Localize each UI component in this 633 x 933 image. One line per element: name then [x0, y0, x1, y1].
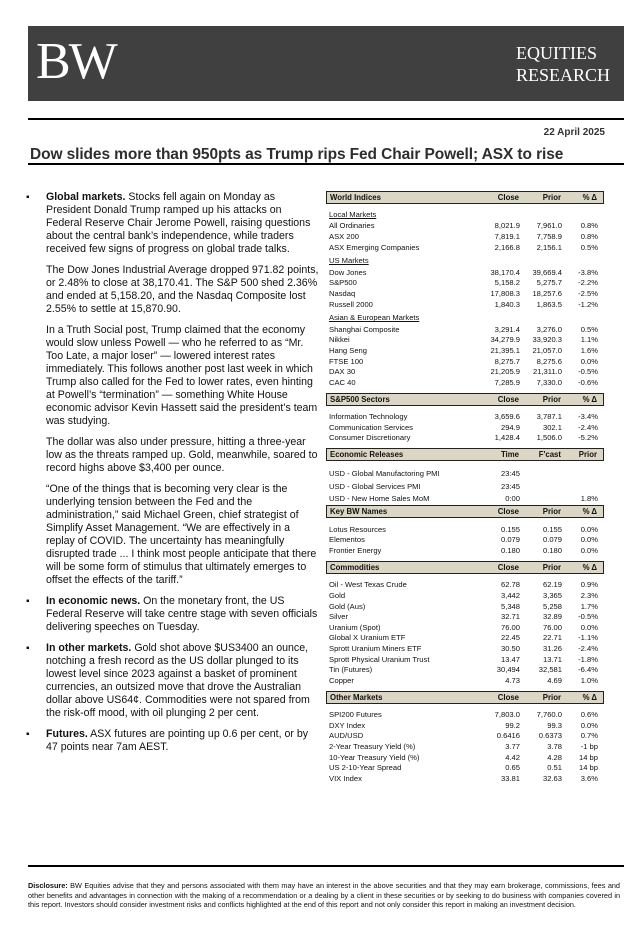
table-row	[326, 433, 604, 444]
commodities-table	[326, 580, 604, 686]
table-row	[326, 288, 604, 299]
divider-footer	[28, 865, 624, 867]
row-label: USD - Global Services PMI	[329, 481, 421, 491]
row-label: CAC 40	[329, 377, 356, 387]
col-header-close: Close	[497, 506, 519, 516]
table-row	[326, 221, 604, 232]
paragraph-truth-social: In a Truth Social post, Trump claimed that the economy would slow unless Powell — who he referred to as “Mr. Too Late, a major loser” — lowered interest rates immediately. This follows another post last week in which Trump also called for the Fed to lower rates, even hinting at Powell’s “termination” — something White House economic advisor Kevin Hassett said the president’s team was studying.	[46, 324, 318, 427]
table-row	[326, 611, 604, 622]
divider-top	[28, 118, 624, 120]
cell-prior: 32.89	[542, 612, 562, 622]
table-row	[326, 467, 604, 480]
row-label: DXY Index	[329, 720, 366, 730]
cell-chg: 14 bp	[578, 763, 598, 773]
cell-prior: 3,365	[542, 590, 562, 600]
table-row	[326, 773, 604, 784]
table-row	[326, 267, 604, 278]
cell-prior: 0.180	[542, 545, 562, 555]
cell-close: 5,348	[500, 601, 520, 611]
cell-close: 4.42	[505, 752, 520, 762]
cell-close: 1,840.3	[494, 299, 520, 309]
table-row	[326, 601, 604, 612]
col-header-change: % Δ	[582, 394, 597, 404]
report-date: 22 April 2025	[543, 127, 605, 138]
section-title: Commodities	[330, 562, 380, 572]
cell-close: 21,395.1	[490, 345, 520, 355]
lead-global-markets: Global markets.	[46, 191, 126, 203]
cell-close: 30,494	[496, 665, 520, 675]
cell-close: 0.6416	[496, 731, 520, 741]
paragraph-text: ASX futures are pointing up 0.6 per cent, or by 47 points near 7am AEST.	[46, 728, 309, 753]
cell-chg: 0.0%	[580, 535, 598, 545]
lead-economic-news: In economic news.	[46, 595, 141, 607]
col-header-change: % Δ	[582, 506, 597, 516]
cell-close: 3,659.6	[494, 412, 520, 422]
cell-prior: 18,257.6	[532, 288, 562, 298]
col-header-prior: Prior	[542, 394, 561, 404]
cell-close: 21,205.9	[490, 367, 520, 377]
disclosure	[28, 881, 620, 910]
cell-prior: 32,581	[538, 665, 562, 675]
table-row	[326, 377, 604, 388]
cell-chg: 0.0%	[580, 720, 598, 730]
table-row	[326, 580, 604, 591]
cell-close: 5,158.2	[494, 278, 520, 288]
row-label: USD - New Home Sales MoM	[329, 494, 430, 504]
cell-prior: 7,961.0	[536, 221, 562, 231]
cell-close: 7,285.9	[494, 377, 520, 387]
table-row	[326, 664, 604, 675]
subheading-local-markets: Local Markets	[329, 210, 377, 219]
row-label: Lotus Resources	[329, 524, 386, 534]
cell-close: 0.65	[505, 763, 520, 773]
cell-time: 23:45	[500, 481, 520, 491]
cell-chg: -0.5%	[578, 367, 598, 377]
col-header-prior: Prior	[542, 506, 561, 516]
cell-close: 8,021.9	[494, 221, 520, 231]
cell-close: 76.00	[500, 622, 520, 632]
cell-chg: -1.2%	[578, 299, 598, 309]
row-label: Nasdaq	[329, 288, 356, 298]
subheading-us-markets: US Markets	[329, 256, 369, 266]
cell-prior: 39,669.4	[532, 267, 562, 277]
cell-close: 0.079	[500, 535, 520, 545]
cell-prior: 7,330.0	[536, 377, 562, 387]
cell-prior: 0.155	[542, 524, 562, 534]
row-label: Silver	[329, 612, 348, 622]
row-label: ASX 200	[329, 231, 359, 241]
row-label: Global X Uranium ETF	[329, 633, 406, 643]
section-title: S&P500 Sectors	[330, 394, 390, 404]
cell-prior: 21,057.0	[532, 345, 562, 355]
cell-prior: 7,760.0	[536, 710, 562, 720]
cell-time: 0:00	[505, 494, 520, 504]
cell-prior: 22.71	[542, 633, 562, 643]
headline: Dow slides more than 950pts as Trump rips Fed Chair Powell; ASX to rise	[30, 146, 564, 163]
paragraph-dollar: The dollar was also under pressure, hitting a three-year low as the threats ramped up. Gold, meanwhile, soared to record highs above $3,400 per ounce.	[46, 436, 318, 474]
row-label: SPI200 Futures	[329, 710, 382, 720]
cell-close: 3.77	[505, 742, 520, 752]
cell-prior: 13.71	[542, 654, 562, 664]
paragraph-dow: The Dow Jones Industrial Average dropped 971.82 points, or 2.48% to close at 38,170.41. The S&P 500 shed 2.36% and ended at 5,158.20, and the Nasdaq Composite lost 2.55% to settle at 15,870.90.	[46, 264, 319, 315]
cell-close: 13.47	[500, 654, 520, 664]
row-label: Elementos	[329, 535, 365, 545]
table-row	[326, 710, 604, 721]
cell-close: 4.73	[505, 675, 520, 685]
table-row	[326, 762, 604, 773]
row-label: Consumer Discretionary	[329, 433, 411, 443]
col-header-prior: Prior	[578, 450, 597, 460]
table-row	[326, 752, 604, 763]
row-label: Gold (Aus)	[329, 601, 366, 611]
cell-chg: 1.6%	[580, 345, 598, 355]
cell-close: 99.2	[505, 720, 520, 730]
cell-prior: 1,506.0	[536, 433, 562, 443]
col-header-change: % Δ	[582, 562, 597, 572]
paragraph-global-markets	[46, 191, 320, 256]
cell-close: 0.155	[500, 524, 520, 534]
paragraph-quote: “One of the things that is becoming very clear is the underlying tension between the Fed and the administration,” said Michael Green, chief strategist of Simplify Asset Management. “We are effectively in a replay of COVID. The uncertainty has meaningfully disrupted trade ... I think most people anticipate that there will be some form of stimulus that ultimately emerges to offset the effects of the tariff.”	[46, 483, 317, 586]
cell-chg: 1.7%	[580, 601, 598, 611]
divider-headline	[28, 163, 624, 165]
row-label: Sprott Physical Uranium Trust	[329, 654, 430, 664]
table-row	[326, 345, 604, 356]
sectors-header	[326, 393, 604, 406]
table-row	[326, 534, 604, 545]
cell-close: 0.180	[500, 545, 520, 555]
cell-prior: 33,920.3	[532, 335, 562, 345]
table-row	[326, 545, 604, 556]
header-banner	[28, 26, 624, 101]
cell-prior: 31.26	[542, 643, 562, 653]
cell-chg: -3.8%	[578, 267, 598, 277]
col-header-close: Close	[497, 562, 519, 572]
table-row	[326, 480, 604, 493]
cell-prior: 1.8%	[580, 494, 598, 504]
local-markets-table	[326, 221, 604, 253]
col-header-prior: Prior	[542, 562, 561, 572]
cell-prior: 3.78	[547, 742, 562, 752]
market-sidebar	[326, 191, 604, 784]
cell-prior: 62.19	[542, 580, 562, 590]
table-row	[326, 731, 604, 742]
cell-prior: 5,258	[542, 601, 562, 611]
cell-chg: 0.6%	[580, 710, 598, 720]
cell-chg: 14 bp	[578, 752, 598, 762]
cell-chg: 0.8%	[580, 231, 598, 241]
cell-chg: -2.4%	[578, 643, 598, 653]
table-row	[326, 278, 604, 289]
cell-prior: 0.6373	[538, 731, 562, 741]
cell-chg: -2.4%	[578, 422, 598, 432]
table-row	[326, 366, 604, 377]
row-label: Nikkei	[329, 335, 350, 345]
cell-close: 7,819.1	[494, 231, 520, 241]
paragraph-economic-news	[46, 595, 320, 634]
cell-chg: -3.4%	[578, 412, 598, 422]
table-row	[326, 299, 604, 310]
cell-prior: 5,275.7	[536, 278, 562, 288]
bw-names-table	[326, 524, 604, 556]
row-label: FTSE 100	[329, 356, 364, 366]
lead-other-markets: In other markets.	[46, 642, 132, 654]
us-markets-table	[326, 267, 604, 309]
banner-tagline	[516, 42, 610, 86]
cell-close: 3,442	[500, 590, 520, 600]
cell-close: 30.50	[500, 643, 520, 653]
cell-chg: 0.7%	[580, 731, 598, 741]
cell-prior: 99.3	[547, 720, 562, 730]
cell-chg: 3.6%	[580, 773, 598, 783]
row-label: Tin (Futures)	[329, 665, 373, 675]
cell-chg: -0.5%	[578, 612, 598, 622]
cell-prior: 0.51	[547, 763, 562, 773]
cell-prior: 302.1	[542, 422, 562, 432]
cell-chg: -0.6%	[578, 377, 598, 387]
table-row	[326, 590, 604, 601]
cell-close: 17,808.3	[490, 288, 520, 298]
section-title: Other Markets	[330, 692, 383, 702]
row-label: Dow Jones	[329, 267, 367, 277]
row-label: Russell 2000	[329, 299, 373, 309]
section-title: Economic Releases	[330, 450, 404, 460]
other-markets-table	[326, 710, 604, 784]
row-label: Communication Services	[329, 422, 413, 432]
row-label: Shanghai Composite	[329, 324, 400, 334]
cell-prior: 8,275.6	[536, 356, 562, 366]
sectors-table	[326, 412, 604, 444]
paragraph-text: On the monetary front, the US Federal Reserve will take centre stage with seven officials delivering speeches on Tuesday.	[46, 595, 318, 633]
table-row	[326, 643, 604, 654]
row-label: ASX Emerging Companies	[329, 242, 420, 252]
table-row	[326, 675, 604, 686]
cell-chg: 0.0%	[580, 356, 598, 366]
paragraph-futures	[46, 728, 320, 754]
cell-close: 8,275.7	[494, 356, 520, 366]
row-label: Uranium (Spot)	[329, 622, 381, 632]
cell-prior: 4.69	[547, 675, 562, 685]
table-row	[326, 324, 604, 335]
col-header-change: % Δ	[582, 193, 597, 202]
row-label: Oil - West Texas Crude	[329, 580, 407, 590]
row-label: Frontier Energy	[329, 545, 382, 555]
cell-close: 22.45	[500, 633, 520, 643]
cell-chg: 0.0%	[580, 545, 598, 555]
row-label: S&P500	[329, 278, 357, 288]
cell-close: 2,166.8	[494, 242, 520, 252]
row-label: US 2-10-Year Spread	[329, 763, 402, 773]
cell-chg: 0.8%	[580, 221, 598, 231]
table-row	[326, 741, 604, 752]
tagline-line-1: EQUITIES	[515, 43, 597, 63]
cell-prior: 21,311.0	[533, 367, 562, 377]
other-markets-header	[326, 691, 604, 704]
asian-european-markets-table	[326, 324, 604, 388]
col-header-prior: Prior	[542, 692, 561, 702]
cell-close: 1,428.4	[494, 433, 520, 443]
cell-chg: 0.0%	[580, 524, 598, 534]
row-label: Gold	[329, 590, 346, 600]
disclosure-label: Disclosure:	[28, 881, 68, 890]
tagline-line-2: RESEARCH	[515, 65, 610, 85]
table-row	[326, 720, 604, 731]
cell-prior: 4.28	[547, 752, 562, 762]
col-header-change: % Δ	[582, 692, 597, 702]
cell-close: 62.78	[500, 580, 520, 590]
col-header-close: Close	[497, 692, 519, 702]
table-row	[326, 492, 604, 505]
row-label: USD - Global Manufactoring PMI	[329, 469, 440, 479]
cell-close: 38,170.4	[490, 267, 520, 277]
cell-chg: 0.5%	[580, 242, 598, 252]
lead-futures: Futures.	[46, 728, 88, 740]
cell-prior: 76.00	[542, 622, 562, 632]
cell-chg: -1 bp	[580, 742, 598, 752]
cell-chg: 0.0%	[580, 622, 598, 632]
cell-chg: -5.2%	[578, 433, 598, 443]
cell-chg: 0.5%	[580, 324, 598, 334]
bw-names-header	[326, 505, 604, 518]
table-row	[326, 242, 604, 253]
row-label: Copper	[329, 675, 354, 685]
cell-chg: -2.2%	[578, 278, 598, 288]
cell-prior: 3,787.1	[536, 412, 562, 422]
cell-chg: 2.3%	[580, 590, 598, 600]
row-label: AUD/USD	[329, 731, 364, 741]
table-row	[326, 654, 604, 665]
cell-time: 23:45	[500, 469, 520, 479]
col-header-close: Close	[497, 394, 519, 404]
cell-prior: 1,863.5	[536, 299, 562, 309]
row-label: Hang Seng	[329, 345, 367, 355]
world-indices-header	[326, 191, 604, 204]
row-label: VIX Index	[329, 773, 362, 783]
table-row	[326, 622, 604, 633]
table-row	[326, 412, 604, 423]
paragraph-other-markets	[46, 642, 320, 720]
article-body	[24, 191, 320, 762]
cell-chg: 1.0%	[580, 675, 598, 685]
table-row	[326, 356, 604, 367]
cell-chg: 0.9%	[580, 580, 598, 590]
row-label: Sprott Uranium Miners ETF	[329, 643, 422, 653]
cell-chg: -1.8%	[578, 654, 598, 664]
bw-logo: BW	[36, 33, 116, 90]
economic-releases-table	[326, 467, 604, 505]
table-row	[326, 231, 604, 242]
col-header-close: Close	[497, 193, 519, 202]
row-label: Information Technology	[329, 412, 408, 422]
col-header-prior: Prior	[542, 193, 561, 202]
col-header-forecast: F'cast	[538, 450, 561, 460]
disclosure-text: BW Equities advise that they and persons associated with them may have an interest in the above securities and that they may earn brokerage, commissions, fees and other benefits and advantages in connection with the making of a recommendation or a dealing by a client in these securities or by seeking to do business with companies covered in this report. Investors should consider investment risks and conflicts highlighted at the end of this report and not only consider this report in making an investment decision.	[28, 881, 620, 910]
cell-close: 32.71	[500, 612, 520, 622]
cell-chg: -6.4%	[578, 665, 598, 675]
cell-close: 34,279.9	[490, 335, 520, 345]
row-label: 10-Year Treasury Yield (%)	[329, 752, 420, 762]
cell-close: 3,291.4	[494, 324, 520, 334]
table-row	[326, 524, 604, 535]
row-label: DAX 30	[329, 367, 356, 377]
paragraph-text: Gold shot above $US3400 an ounce, notching a fresh record as the US dollar plunged to its lowest level since 2023 against a basket of prominent currencies, an outsized move that drove the Australian dollar above US64¢. Commodities were not spared from the risk-off mood, with oil plunging 2 per cent.	[46, 642, 310, 719]
commodities-header	[326, 561, 604, 574]
table-row	[326, 335, 604, 346]
table-row	[326, 422, 604, 433]
cell-prior: 32.63	[542, 773, 562, 783]
cell-close: 294.9	[500, 422, 520, 432]
row-label: 2-Year Treasury Yield (%)	[329, 742, 416, 752]
cell-close: 33.81	[500, 773, 520, 783]
cell-prior: 3,276.0	[536, 324, 562, 334]
section-title: World Indices	[330, 193, 381, 202]
col-header-time: Time	[500, 450, 519, 460]
section-title: Key BW Names	[330, 506, 388, 516]
cell-chg: -1.1%	[578, 633, 598, 643]
cell-chg: -2.5%	[578, 288, 598, 298]
paragraph-text: Stocks fell again on Monday as President Donald Trump ramped up his attacks on Federal Reserve Chair Jerome Powell, raising questions about the central bank’s independence, while traders received few signs of progress on global trade talks.	[46, 191, 311, 255]
cell-chg: 1.1%	[580, 335, 598, 345]
subheading-asian-european-markets: Asian & European Markets	[329, 313, 420, 323]
cell-close: 7,803.0	[494, 710, 520, 720]
economic-releases-header	[326, 448, 604, 461]
cell-prior: 0.079	[542, 535, 562, 545]
cell-prior: 7,758.9	[536, 231, 562, 241]
table-row	[326, 633, 604, 644]
row-label: All Ordinaries	[329, 221, 375, 231]
cell-prior: 2,156.1	[536, 242, 562, 252]
